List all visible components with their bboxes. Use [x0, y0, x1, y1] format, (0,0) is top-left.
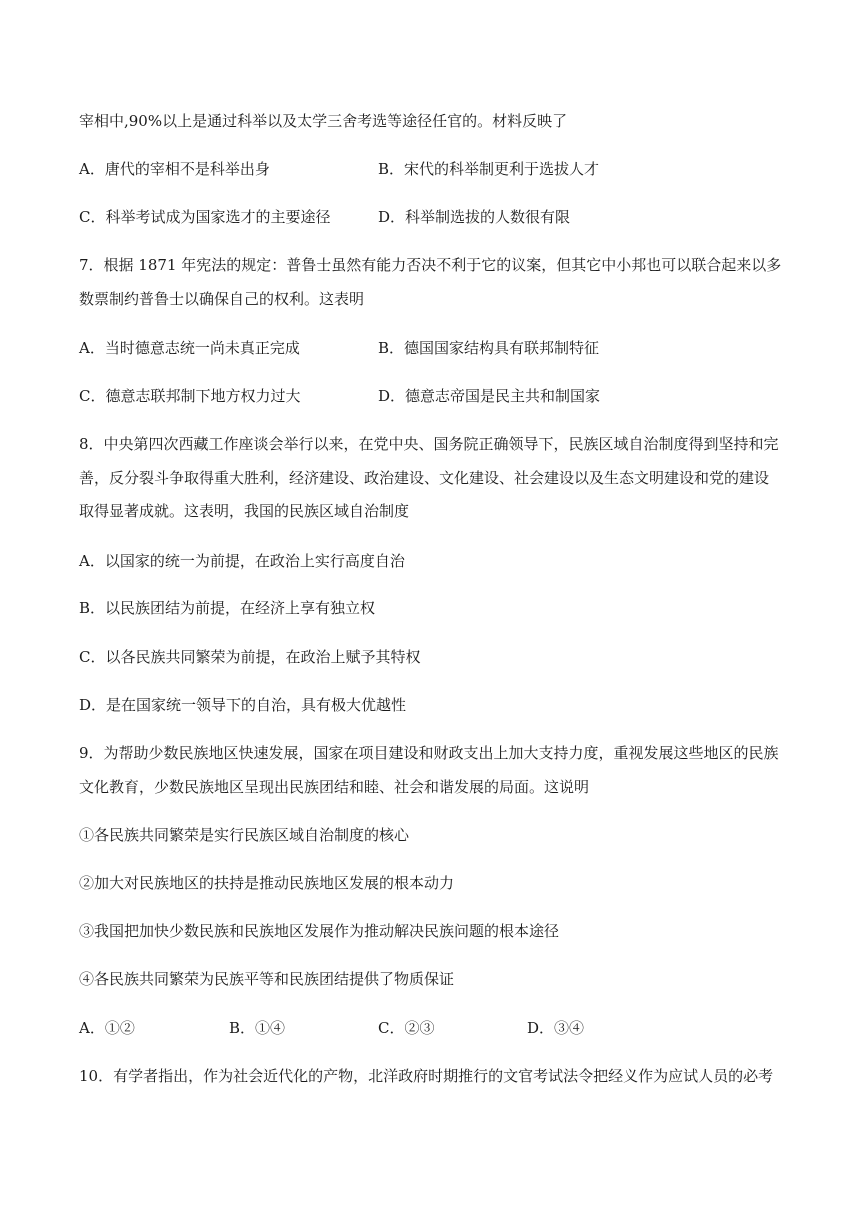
- q8-stem-line2: 善，反分裂斗争取得重大胜利，经济建设、政治建设、文化建设、社会建设以及生态文明建设和党的建设: [79, 469, 770, 487]
- q9-item-1: ①各民族共同繁荣是实行民族区域自治制度的核心: [79, 826, 410, 844]
- q8-stem-line3: 取得显著成就。这表明，我国的民族区域自治制度: [79, 502, 410, 520]
- q8-option-a: A．以国家的统一为前提，在政治上实行高度自治: [79, 552, 405, 570]
- q8-option-b: B．以民族团结为前提，在经济上享有独立权: [79, 599, 376, 617]
- q9-option-a: A．①②: [79, 1019, 135, 1037]
- q6-option-d: D．科举制选拔的人数很有限: [378, 208, 571, 226]
- q9-stem-line2: 文化教育，少数民族地区呈现出民族团结和睦、社会和谐发展的局面。这说明: [79, 778, 590, 796]
- q8-option-c: C．以各民族共同繁荣为前提，在政治上赋予其特权: [79, 648, 421, 666]
- q6-option-b: B．宋代的科举制更利于选拔人才: [378, 160, 600, 178]
- q8-stem-line1: 8．中央第四次西藏工作座谈会举行以来，在党中央、国务院正确领导下，民族区域自治制度得到坚持和完: [79, 435, 779, 453]
- q7-option-b: B．德国国家结构具有联邦制特征: [378, 339, 600, 357]
- q9-item-3: ③我国把加快少数民族和民族地区发展作为推动解决民族问题的根本途径: [79, 922, 560, 940]
- q7-option-d: D．德意志帝国是民主共和制国家: [378, 387, 601, 405]
- q9-option-c: C．②③: [378, 1019, 435, 1037]
- q7-option-c: C．德意志联邦制下地方权力过大: [79, 387, 301, 405]
- q7-stem-line2: 数票制约普鲁士以确保自己的权利。这表明: [79, 290, 365, 308]
- q7-stem-line1: 7．根据 1871 年宪法的规定：普鲁士虽然有能力否决不利于它的议案，但其它中小邦也可以联合起来以多: [79, 256, 782, 274]
- q8-option-d: D．是在国家统一领导下的自治，具有极大优越性: [79, 696, 407, 714]
- q6-option-c: C．科举考试成为国家选才的主要途径: [79, 208, 331, 226]
- q9-option-b: B．①④: [229, 1019, 286, 1037]
- q10-stem-line1: 10．有学者指出，作为社会近代化的产物，北洋政府时期推行的文官考试法令把经义作为应试人员的必考: [79, 1067, 774, 1085]
- q9-item-4: ④各民族共同繁荣为民族平等和民族团结提供了物质保证: [79, 970, 455, 988]
- q6-stem: 宰相中,90%以上是通过科举以及太学三舍考选等途径任官的。材料反映了: [79, 112, 568, 130]
- q6-option-a: A．唐代的宰相不是科举出身: [79, 160, 270, 178]
- q9-option-d: D．③④: [527, 1019, 585, 1037]
- q7-option-a: A．当时德意志统一尚未真正完成: [79, 339, 300, 357]
- q9-stem-line1: 9．为帮助少数民族地区快速发展，国家在项目建设和财政支出上加大支持力度，重视发展这些地区的民族: [79, 744, 779, 762]
- q9-item-2: ②加大对民族地区的扶持是推动民族地区发展的根本动力: [79, 874, 455, 892]
